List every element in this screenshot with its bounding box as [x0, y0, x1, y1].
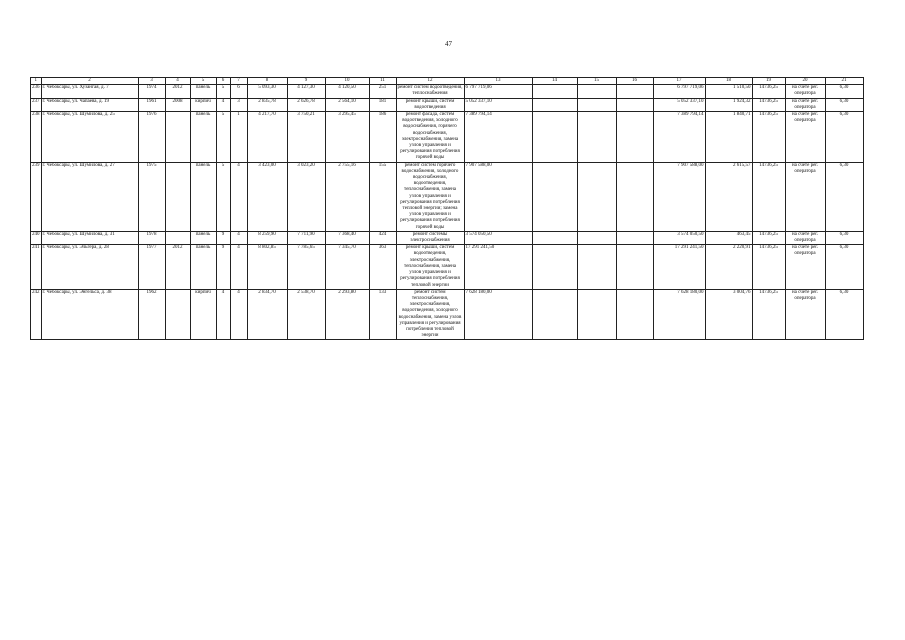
col16-cell — [616, 85, 653, 98]
residential-area-cell: 7 345,70 — [325, 245, 369, 289]
total-cost-cell: 17 291 241,50 — [464, 245, 532, 289]
funding-method-cell: на счете рег. оператора — [785, 162, 825, 231]
column-number: 15 — [577, 78, 616, 85]
other-cost-cell: 5 052 337,10 — [653, 98, 705, 111]
floors-cell: 9 — [216, 245, 230, 289]
residential-area-cell: 7 368,40 — [325, 231, 369, 244]
year-repair-cell — [165, 162, 190, 231]
works-cell: ремонт фасада, систем водоотведения, холодного водоснабжения, горячего водоснабжения, электроснабжения, замена узлов управления и регулирования потребления горячей воды — [396, 112, 464, 163]
column-number: 6 — [216, 78, 230, 85]
col16-cell — [616, 98, 653, 111]
column-number: 16 — [616, 78, 653, 85]
total-cost-cell: 7 628 180,00 — [464, 289, 532, 340]
row-number: 237 — [31, 98, 42, 111]
table-row — [31, 231, 864, 244]
limit-cost-cell: 14736,25 — [752, 85, 785, 98]
total-area-cell: 2 834,70 — [247, 289, 287, 340]
col21-cell: 6,30 — [825, 245, 863, 289]
entrances-cell: 4 — [230, 162, 247, 231]
total-area-cell: 5 093,30 — [247, 85, 287, 98]
works-cell: ремонт систем водоотведения, теплоснабжения — [397, 85, 463, 97]
column-number: 13 — [464, 78, 532, 85]
cost-per-m2-cell: 463,45 — [705, 231, 752, 244]
column-number: 19 — [752, 78, 785, 85]
total-cost-cell: 7 389 794,14 — [464, 112, 532, 163]
wall-material-cell: панель — [190, 231, 216, 244]
residents-cell: 424 — [369, 231, 396, 244]
limit-cost-cell: 14736,25 — [752, 162, 785, 231]
table-row — [31, 245, 864, 289]
residents-cell: 186 — [369, 112, 396, 163]
column-number: 3 — [138, 78, 165, 85]
row-number: 238 — [31, 112, 42, 163]
wall-material-cell: панель — [190, 85, 216, 98]
column-number: 11 — [369, 78, 396, 85]
residential-area-cell: 2 755,16 — [325, 162, 369, 231]
row-number: 236 — [31, 85, 42, 98]
table-row — [31, 98, 864, 111]
entrances-cell: 4 — [230, 289, 247, 340]
column-number: 20 — [785, 78, 825, 85]
total-area-cell: 4 217,70 — [247, 112, 287, 163]
total-cost-cell: 5 052 337,10 — [464, 98, 532, 111]
other-cost-cell: 17 291 241,50 — [653, 245, 705, 289]
residential-area-cell: 4 120,50 — [325, 85, 369, 98]
other-cost-cell: 7 628 180,00 — [653, 289, 705, 340]
total-area-cell: 8 259,90 — [247, 231, 287, 244]
column-number: 10 — [325, 78, 369, 85]
works-cell: ремонт системы электроснабжения — [396, 231, 464, 244]
address-cell: г. Чебоксары, ул. Шумилова, д. 27 — [41, 162, 138, 231]
total-cost-cell: 3 574 050,50 — [464, 231, 532, 244]
other-cost-cell: 6 797 719,06 — [653, 85, 705, 98]
table-row — [31, 85, 864, 98]
other-cost-cell: 7 907 588,00 — [653, 162, 705, 231]
col15-cell — [577, 85, 616, 98]
column-number: 5 — [190, 78, 216, 85]
cost-per-m2-cell: 2 615,57 — [705, 162, 752, 231]
column-number: 1 — [31, 78, 42, 85]
residents-cell: 155 — [369, 162, 396, 231]
floors-cell: 4 — [216, 289, 230, 340]
address-cell: г. Чебоксары, ул. Эльгера, д. 28 — [41, 245, 138, 289]
year-repair-cell: 2012 — [165, 85, 190, 98]
other-cost-cell: 3 574 050,50 — [653, 231, 705, 244]
living-area-cell: 7 711,90 — [287, 231, 325, 244]
cost-per-m2-cell: 1 510,50 — [705, 85, 752, 98]
year-built-cell: 1976 — [138, 112, 165, 163]
address-cell: г. Чебоксары, ул. Шумилова, д. 25 — [41, 112, 138, 163]
address-cell: г. Чебоксары, ул. Шумилова, д. 31 — [41, 231, 138, 244]
total-area-cell: 2 835,78 — [247, 98, 287, 111]
column-number: 8 — [247, 78, 287, 85]
row-number: 240 — [31, 231, 42, 244]
year-repair-cell: 2008 — [165, 98, 190, 111]
col15-cell — [577, 112, 616, 163]
year-built-cell: 1977 — [138, 245, 165, 289]
row-number: 239 — [31, 162, 42, 231]
col14-cell — [532, 289, 577, 340]
year-built-cell: 1961 — [138, 98, 165, 111]
cost-per-m2-cell: 3 004,76 — [705, 289, 752, 340]
year-repair-cell — [165, 112, 190, 163]
floors-cell: 5 — [216, 112, 230, 163]
address-cell: г. Чебоксары, ул. Энгельса, д. 38 — [41, 289, 138, 340]
funding-method-cell: на счете рег. оператора — [785, 245, 825, 289]
col14-cell — [532, 112, 577, 163]
col15-cell — [577, 245, 616, 289]
works-cell: ремонт крыши, систем водоотведения — [396, 98, 464, 111]
total-cost-cell: 6 797 719,06 — [464, 85, 532, 98]
living-area-cell: 7 785,65 — [287, 245, 325, 289]
column-number: 18 — [705, 78, 752, 85]
col15-cell — [577, 162, 616, 231]
entrances-cell: 1 — [230, 112, 247, 163]
residential-area-cell: 3 295,45 — [325, 112, 369, 163]
floors-cell: 5 — [216, 85, 230, 98]
funding-method-cell: на счете рег. оператора — [785, 231, 825, 244]
col21-cell: 6,30 — [825, 162, 863, 231]
residents-cell: 181 — [369, 98, 396, 111]
column-number: 9 — [287, 78, 325, 85]
column-number: 17 — [653, 78, 705, 85]
works-cell: ремонт крыши, систем водоотведения, электроснабжения, теплоснабжения, замена узлов управления и регулирования потребления тепловой энергии — [396, 245, 464, 289]
col14-cell — [532, 245, 577, 289]
col14-cell — [532, 98, 577, 111]
year-built-cell: 1975 — [138, 162, 165, 231]
column-number: 14 — [532, 78, 577, 85]
cost-per-m2-cell: 1 840,71 — [705, 112, 752, 163]
year-repair-cell — [165, 289, 190, 340]
col15-cell — [577, 231, 616, 244]
address-cell: г. Чебоксары, ул. Хузангая, д. 7 — [41, 85, 138, 98]
limit-cost-cell: 14736,25 — [752, 112, 785, 163]
residents-cell: 133 — [369, 289, 396, 340]
limit-cost-cell: 14736,25 — [752, 98, 785, 111]
wall-material-cell: кирпич — [190, 98, 216, 111]
funding-method-cell: на счете рег. оператора — [785, 85, 825, 98]
living-area-cell: 4 127,30 — [287, 85, 325, 98]
column-number: 4 — [165, 78, 190, 85]
entrances-cell: 4 — [230, 231, 247, 244]
total-area-cell: 8 802,85 — [247, 245, 287, 289]
column-number: 21 — [825, 78, 863, 85]
col16-cell — [616, 162, 653, 231]
residents-cell: 251 — [369, 85, 396, 98]
wall-material-cell: панель — [190, 112, 216, 163]
living-area-cell: 3 023,20 — [287, 162, 325, 231]
year-built-cell: 1962 — [138, 289, 165, 340]
page-number: 47 — [445, 40, 452, 48]
col14-cell — [532, 162, 577, 231]
funding-method-cell: на счете рег. оператора — [785, 98, 825, 111]
total-area-cell: 3 423,00 — [247, 162, 287, 231]
residents-cell: 363 — [369, 245, 396, 289]
row-number: 242 — [31, 289, 42, 340]
limit-cost-cell: 14736,25 — [752, 289, 785, 340]
column-number: 2 — [41, 78, 138, 85]
total-cost-cell: 7 907 588,00 — [464, 162, 532, 231]
works-cell: ремонт систем теплоснабжения, электроснабжения, водоотведения, холодного водоснабжения, замена узлов управления и регулирования потребления тепловой энергии — [396, 289, 464, 340]
column-number-row — [31, 78, 864, 85]
limit-cost-cell: 14736,25 — [752, 231, 785, 244]
works-cell: ремонт систем горячего водоснабжения, холодного водоснабжения, водоотведения, теплоснабжения, замена узлов управления и регулирования потребления тепловой энергии; замена узлов управления и регулирования потребления горячей воды — [396, 162, 464, 231]
year-repair-cell: 2012 — [165, 245, 190, 289]
address-cell: г. Чебоксары, ул. Чапаева, д. 19 — [41, 98, 138, 111]
residential-area-cell: 2 564,10 — [325, 98, 369, 111]
col15-cell — [577, 289, 616, 340]
entrances-cell: 4 — [230, 245, 247, 289]
limit-cost-cell: 14736,25 — [752, 245, 785, 289]
funding-method-cell: на счете рег. оператора — [785, 112, 825, 163]
col21-cell: 6,30 — [825, 85, 863, 98]
col21-cell: 6,30 — [825, 231, 863, 244]
wall-material-cell: кирпич — [190, 289, 216, 340]
floors-cell: 5 — [216, 162, 230, 231]
column-number: 12 — [396, 78, 464, 85]
living-area-cell: 3 750,21 — [287, 112, 325, 163]
cost-per-m2-cell: 2 220,91 — [705, 245, 752, 289]
year-built-cell: 1974 — [138, 85, 165, 98]
living-area-cell: 2 626,78 — [287, 98, 325, 111]
housing-repair-table — [30, 77, 864, 340]
table-row — [31, 289, 864, 340]
other-cost-cell: 7 389 794,14 — [653, 112, 705, 163]
year-repair-cell — [165, 231, 190, 244]
col16-cell — [616, 231, 653, 244]
year-built-cell: 1978 — [138, 231, 165, 244]
entrances-cell: 3 — [230, 98, 247, 111]
wall-material-cell: панель — [190, 162, 216, 231]
col16-cell — [616, 245, 653, 289]
floors-cell: 4 — [216, 98, 230, 111]
row-number: 241 — [31, 245, 42, 289]
col14-cell — [532, 85, 577, 98]
living-area-cell: 2 538,70 — [287, 289, 325, 340]
table-row — [31, 162, 864, 231]
table-row — [31, 112, 864, 163]
col16-cell — [616, 289, 653, 340]
column-number: 7 — [230, 78, 247, 85]
col21-cell: 6,30 — [825, 98, 863, 111]
funding-method-cell: на счете рег. оператора — [785, 289, 825, 340]
floors-cell: 9 — [216, 231, 230, 244]
col16-cell — [616, 112, 653, 163]
wall-material-cell: панель — [190, 245, 216, 289]
col21-cell: 6,30 — [825, 289, 863, 340]
cost-per-m2-cell: 1 924,32 — [705, 98, 752, 111]
residential-area-cell: 2 293,80 — [325, 289, 369, 340]
entrances-cell: 6 — [230, 85, 247, 98]
col15-cell — [577, 98, 616, 111]
col14-cell — [532, 231, 577, 244]
col21-cell: 6,30 — [825, 112, 863, 163]
